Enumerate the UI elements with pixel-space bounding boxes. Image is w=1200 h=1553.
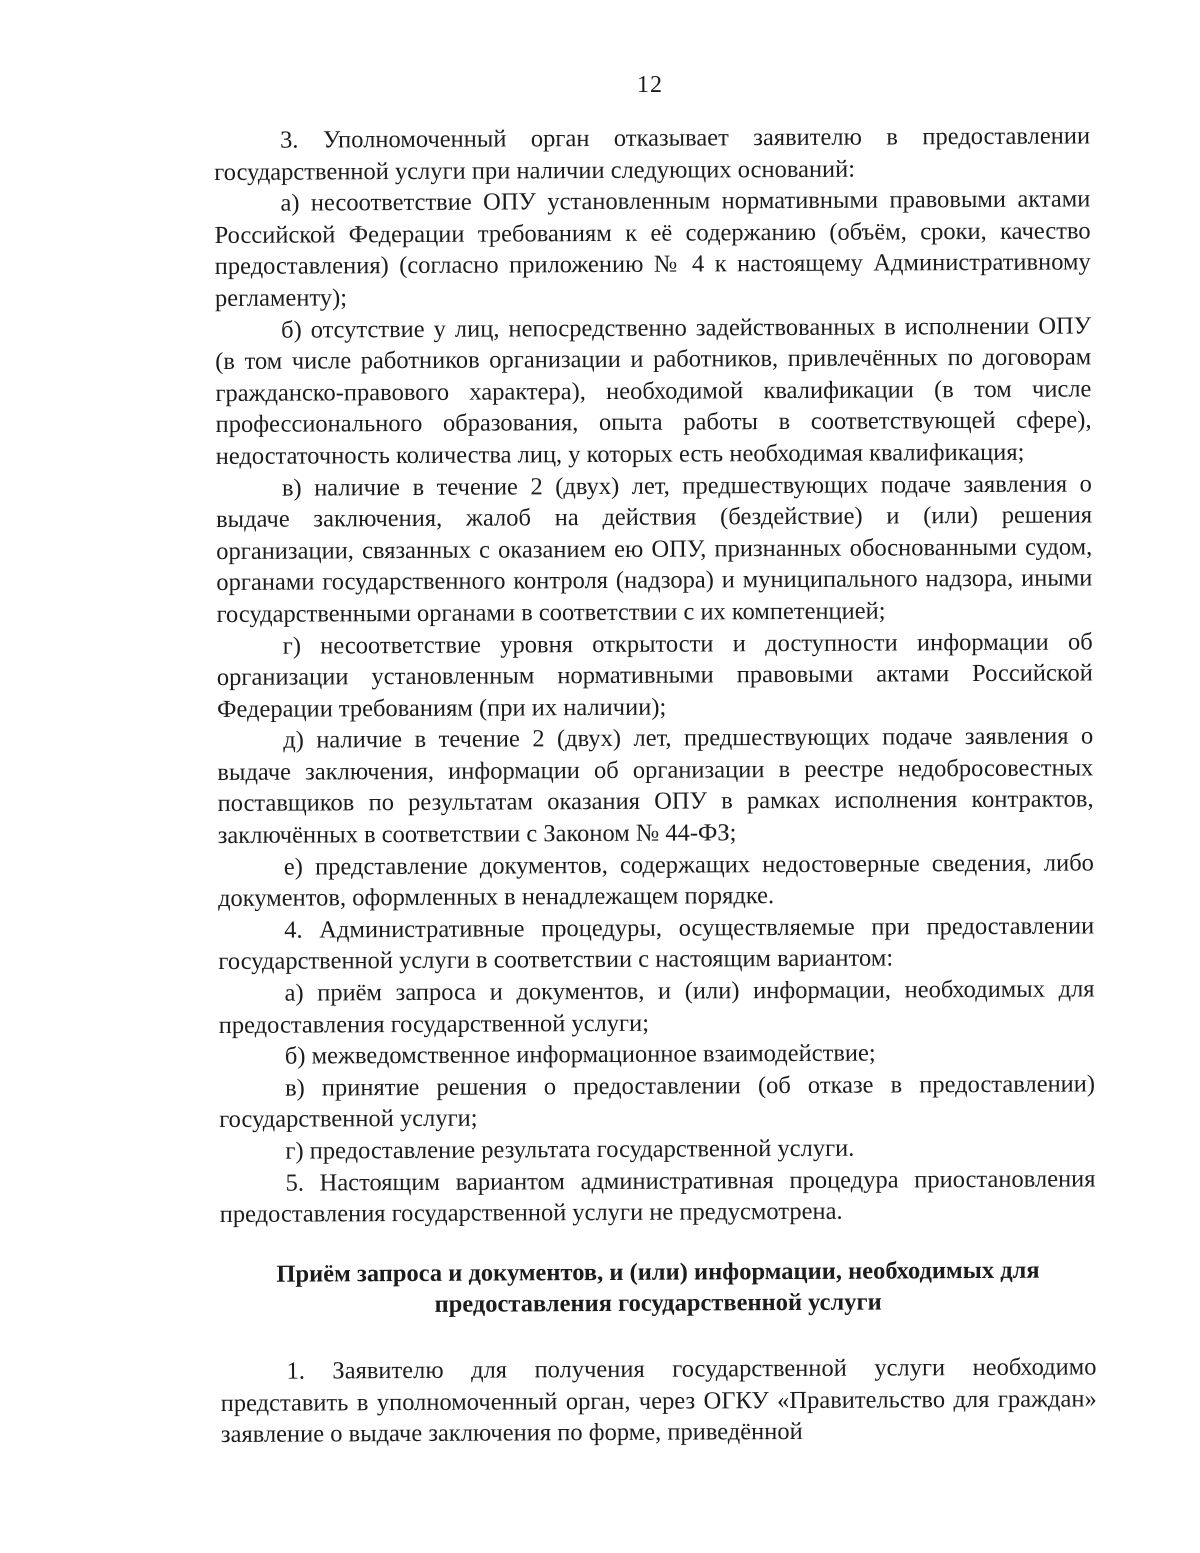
paragraph-procedure-a: а) приём запроса и документов, и (или) информации, необходимых для предоставления государственной услуги; — [218, 975, 1095, 1039]
paragraph-subitem-g: г) несоответствие уровня открытости и доступности информации об организации установленным нормативными правовыми актами Российской Федерации требованиям (при их наличии); — [216, 627, 1093, 723]
document-body — [214, 120, 1097, 1450]
paragraph-procedure-g: г) предоставление результата государственной услуги. — [285, 1134, 855, 1165]
section-heading-line-2: предоставления государственной услуги — [434, 1288, 882, 1319]
paragraph-subitem-v: в) наличие в течение 2 (двух) лет, предшествующих подаче заявления о выдаче заключения, жалоб на действия (бездействие) и (или) решения организации, связанных с оказанием ею ОПУ, признанных обоснованными судом, органами государственного контроля (надзора) и муниципального надзора, иными государственными органами в соответствии с их компетенцией; — [215, 469, 1093, 628]
section-heading-line-1: Приём запроса и документов, и (или) информации, необходимых для — [276, 1256, 1040, 1288]
paragraph-item-5: 5. Настоящим вариантом административная процедура приостановления предоставления государственной услуги не предусмотрена. — [219, 1164, 1096, 1229]
page-number: 12 — [637, 72, 663, 98]
paragraph-subitem-e: е) представление документов, содержащих недостоверные сведения, либо документов, оформленных в ненадлежащем порядке. — [217, 849, 1094, 913]
paragraph-procedure-b: б) межведомственное информационное взаимодействие; — [284, 1039, 876, 1070]
paragraph-item-3: 3. Уполномоченный орган отказывает заявителю в предоставлении государственной услуги при наличии следующих оснований: — [214, 122, 1091, 186]
paragraph-procedure-v: в) принятие решения о предоставлении (об отказе в предоставлении) государственной услуги; — [219, 1070, 1096, 1134]
section-heading — [220, 1254, 1096, 1322]
paragraph-subitem-a: а) несоответствие ОПУ установленным нормативными правовыми актами Российской Федерации требованиям к её содержанию (объём, сроки, качество предоставления) (согласно приложению № 4 к настоящему Административному регламенту); — [214, 185, 1091, 312]
paragraph-subitem-b: б) отсутствие у лиц, непосредственно задействованных в исполнении ОПУ (в том числе работников организации и работников, привлечённых по договорам гражданско-правового характера), необходимой квалификации (в том числе профессионального образования, опыта работы в соответствующей сфере), недостаточность количества лиц, у которых есть необходимая квалификация; — [215, 311, 1092, 470]
paragraph-section-item-1: 1. Заявителю для получения государственной услуги необходимо представить в уполномоченный орган, через ОГКУ «Правительство для граждан» заявление о выдаче заключения по форме, приведённой — [220, 1353, 1097, 1449]
paragraph-item-4: 4. Административные процедуры, осуществляемые при предоставлении государственной услуги в соответствии с настоящим вариантом: — [218, 912, 1095, 976]
paragraph-subitem-d: д) наличие в течение 2 (двух) лет, предшествующих подаче заявления о выдаче заключения, информации об организации в реестре недобросовестных поставщиков по результатам оказания ОПУ в рамках исполнения контрактов, заключённых в соответствии с Законом № 44-ФЗ; — [217, 722, 1094, 850]
